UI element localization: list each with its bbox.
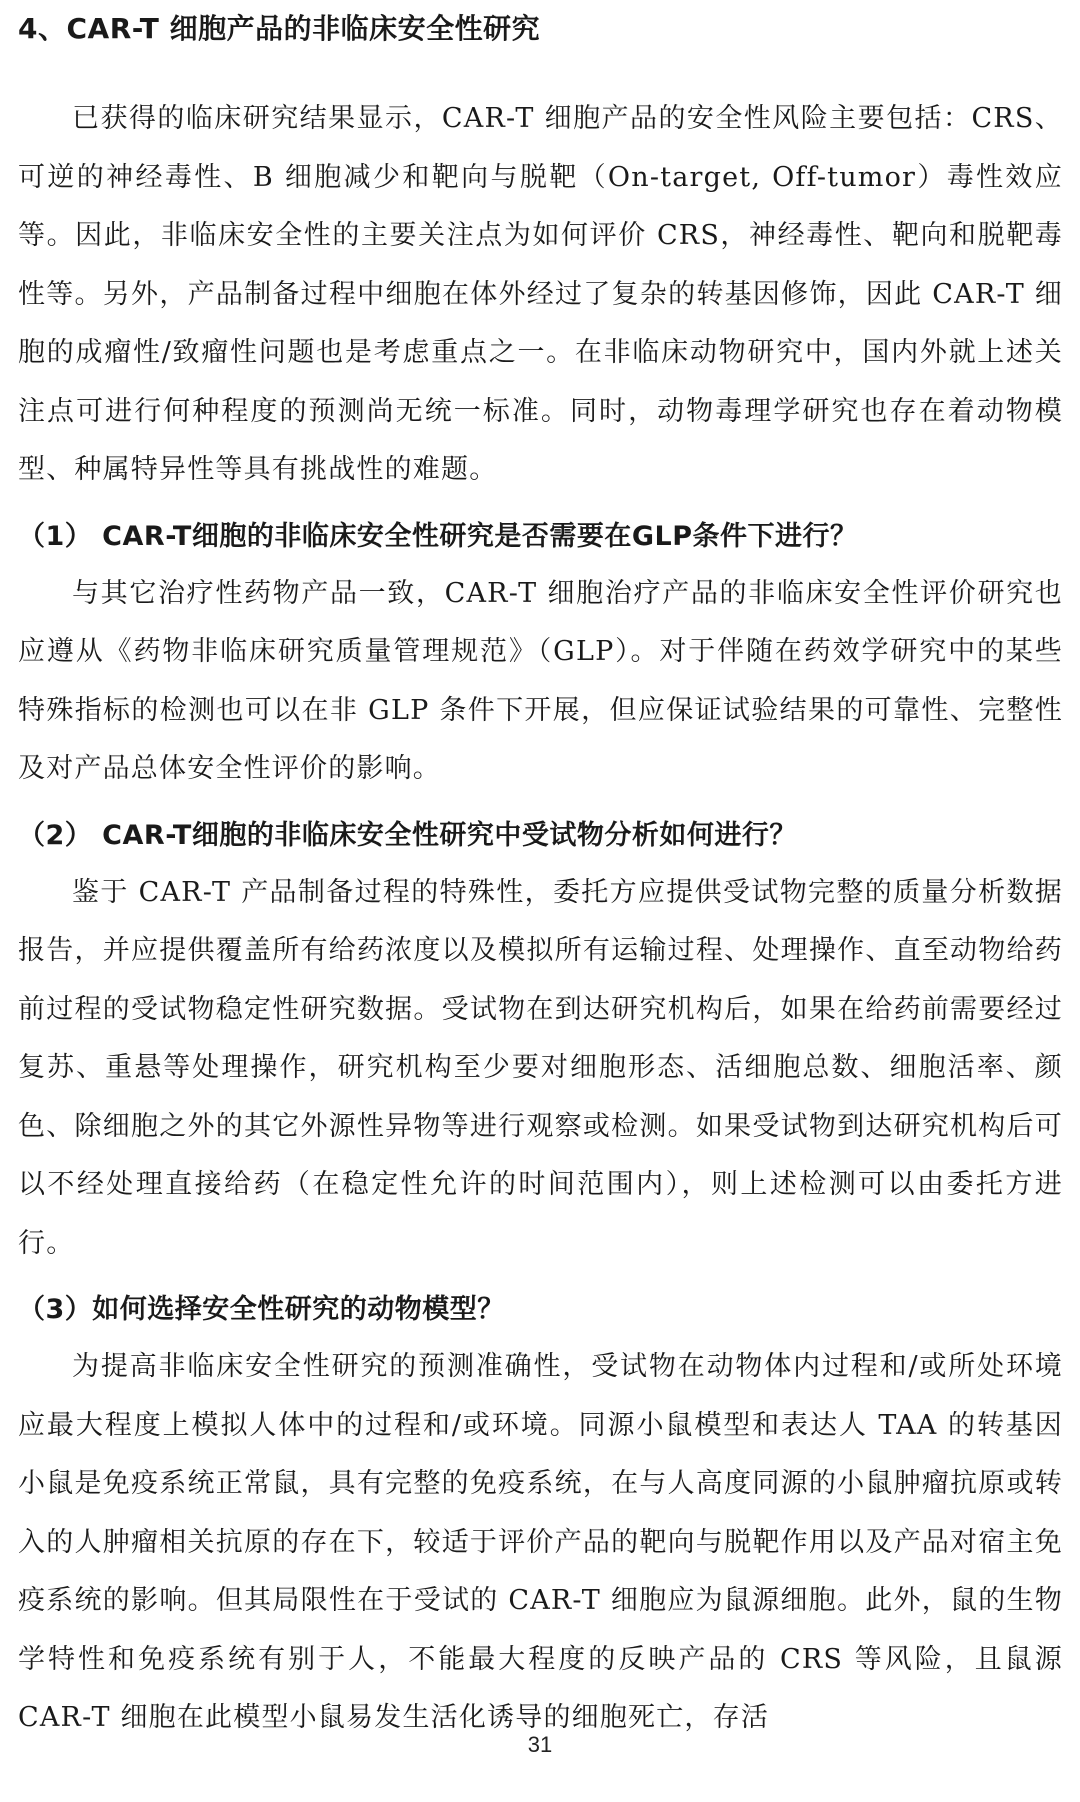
question-1-paragraph: 与其它治疗性药物产品一致，CAR-T 细胞治疗产品的非临床安全性评价研究也应遵从《药物非临床研究质量管理规范》（GLP）。对于伴随在药效学研究中的某些特殊指标的检测也可以在非 GLP 条件下开展，但应保证试验结果的可靠性、完整性及对产品总体安全性评价的影响。 [18,577,1063,784]
question-3-paragraph: 为提高非临床安全性研究的预测准确性，受试物在动物体内过程和/或所处环境应最大程度上模拟人体中的过程和/或环境。同源小鼠模型和表达人 TAA 的转基因小鼠是免疫系统正常鼠，具有完整的免疫系统，在与人高度同源的小鼠肿瘤抗原或转入的人肿瘤相关抗原的存在下，较适于评价产品的靶向与脱靶作用以及产品对宿主免疫系统的影响。但其局限性在于受试的 CAR-T 细胞应为鼠源细胞。此外，鼠的生物学特性和免疫系统有别于人，不能最大程度的反映产品的 CRS 等风险，且鼠源 CAR-T 细胞在此模型小鼠易发生活化诱导的细胞死亡，存活 [18,1351,1063,1733]
question-1-title: （1） CAR-T细胞的非临床安全性研究是否需要在GLP条件下进行？ [18,520,858,552]
question-2-title: （2） CAR-T细胞的非临床安全性研究中受试物分析如何进行？ [18,819,797,851]
document-body [18,0,1063,1748]
section-title: 4、CAR-T 细胞产品的非临床安全性研究 [18,12,541,45]
intro-paragraph: 已获得的临床研究结果显示，CAR-T 细胞产品的安全性风险主要包括：CRS、可逆的神经毒性、B 细胞减少和靶向与脱靶（On-target, Off-tumor）毒性效应等。因此，非临床安全性的主要关注点为如何评价 CRS，神经毒性、靶向和脱靶毒性等。另外，产品制备过程中细胞在体外经过了复杂的转基因修饰，因此 CAR-T 细胞的成瘤性/致瘤性问题也是考虑重点之一。在非临床动物研究中，国内外就上述关注点可进行何种程度的预测尚无统一标准。同时，动物毒理学研究也存在着动物模型、种属特异性等具有挑战性的难题。 [18,103,1063,485]
question-3-title: （3）如何选择安全性研究的动物模型？ [18,1294,505,1325]
question-2-paragraph: 鉴于 CAR-T 产品制备过程的特殊性，委托方应提供受试物完整的质量分析数据报告，并应提供覆盖所有给药浓度以及模拟所有运输过程、处理操作、直至动物给药前过程的受试物稳定性研究数据。受试物在到达研究机构后，如果在给药前需要经过复苏、重悬等处理操作，研究机构至少要对细胞形态、活细胞总数、细胞活率、颜色、除细胞之外的其它外源性异物等进行观察或检测。如果受试物到达研究机构后可以不经处理直接给药（在稳定性允许的时间范围内），则上述检测可以由委托方进行。 [18,876,1063,1259]
page-number: 31 [527,1732,553,1757]
